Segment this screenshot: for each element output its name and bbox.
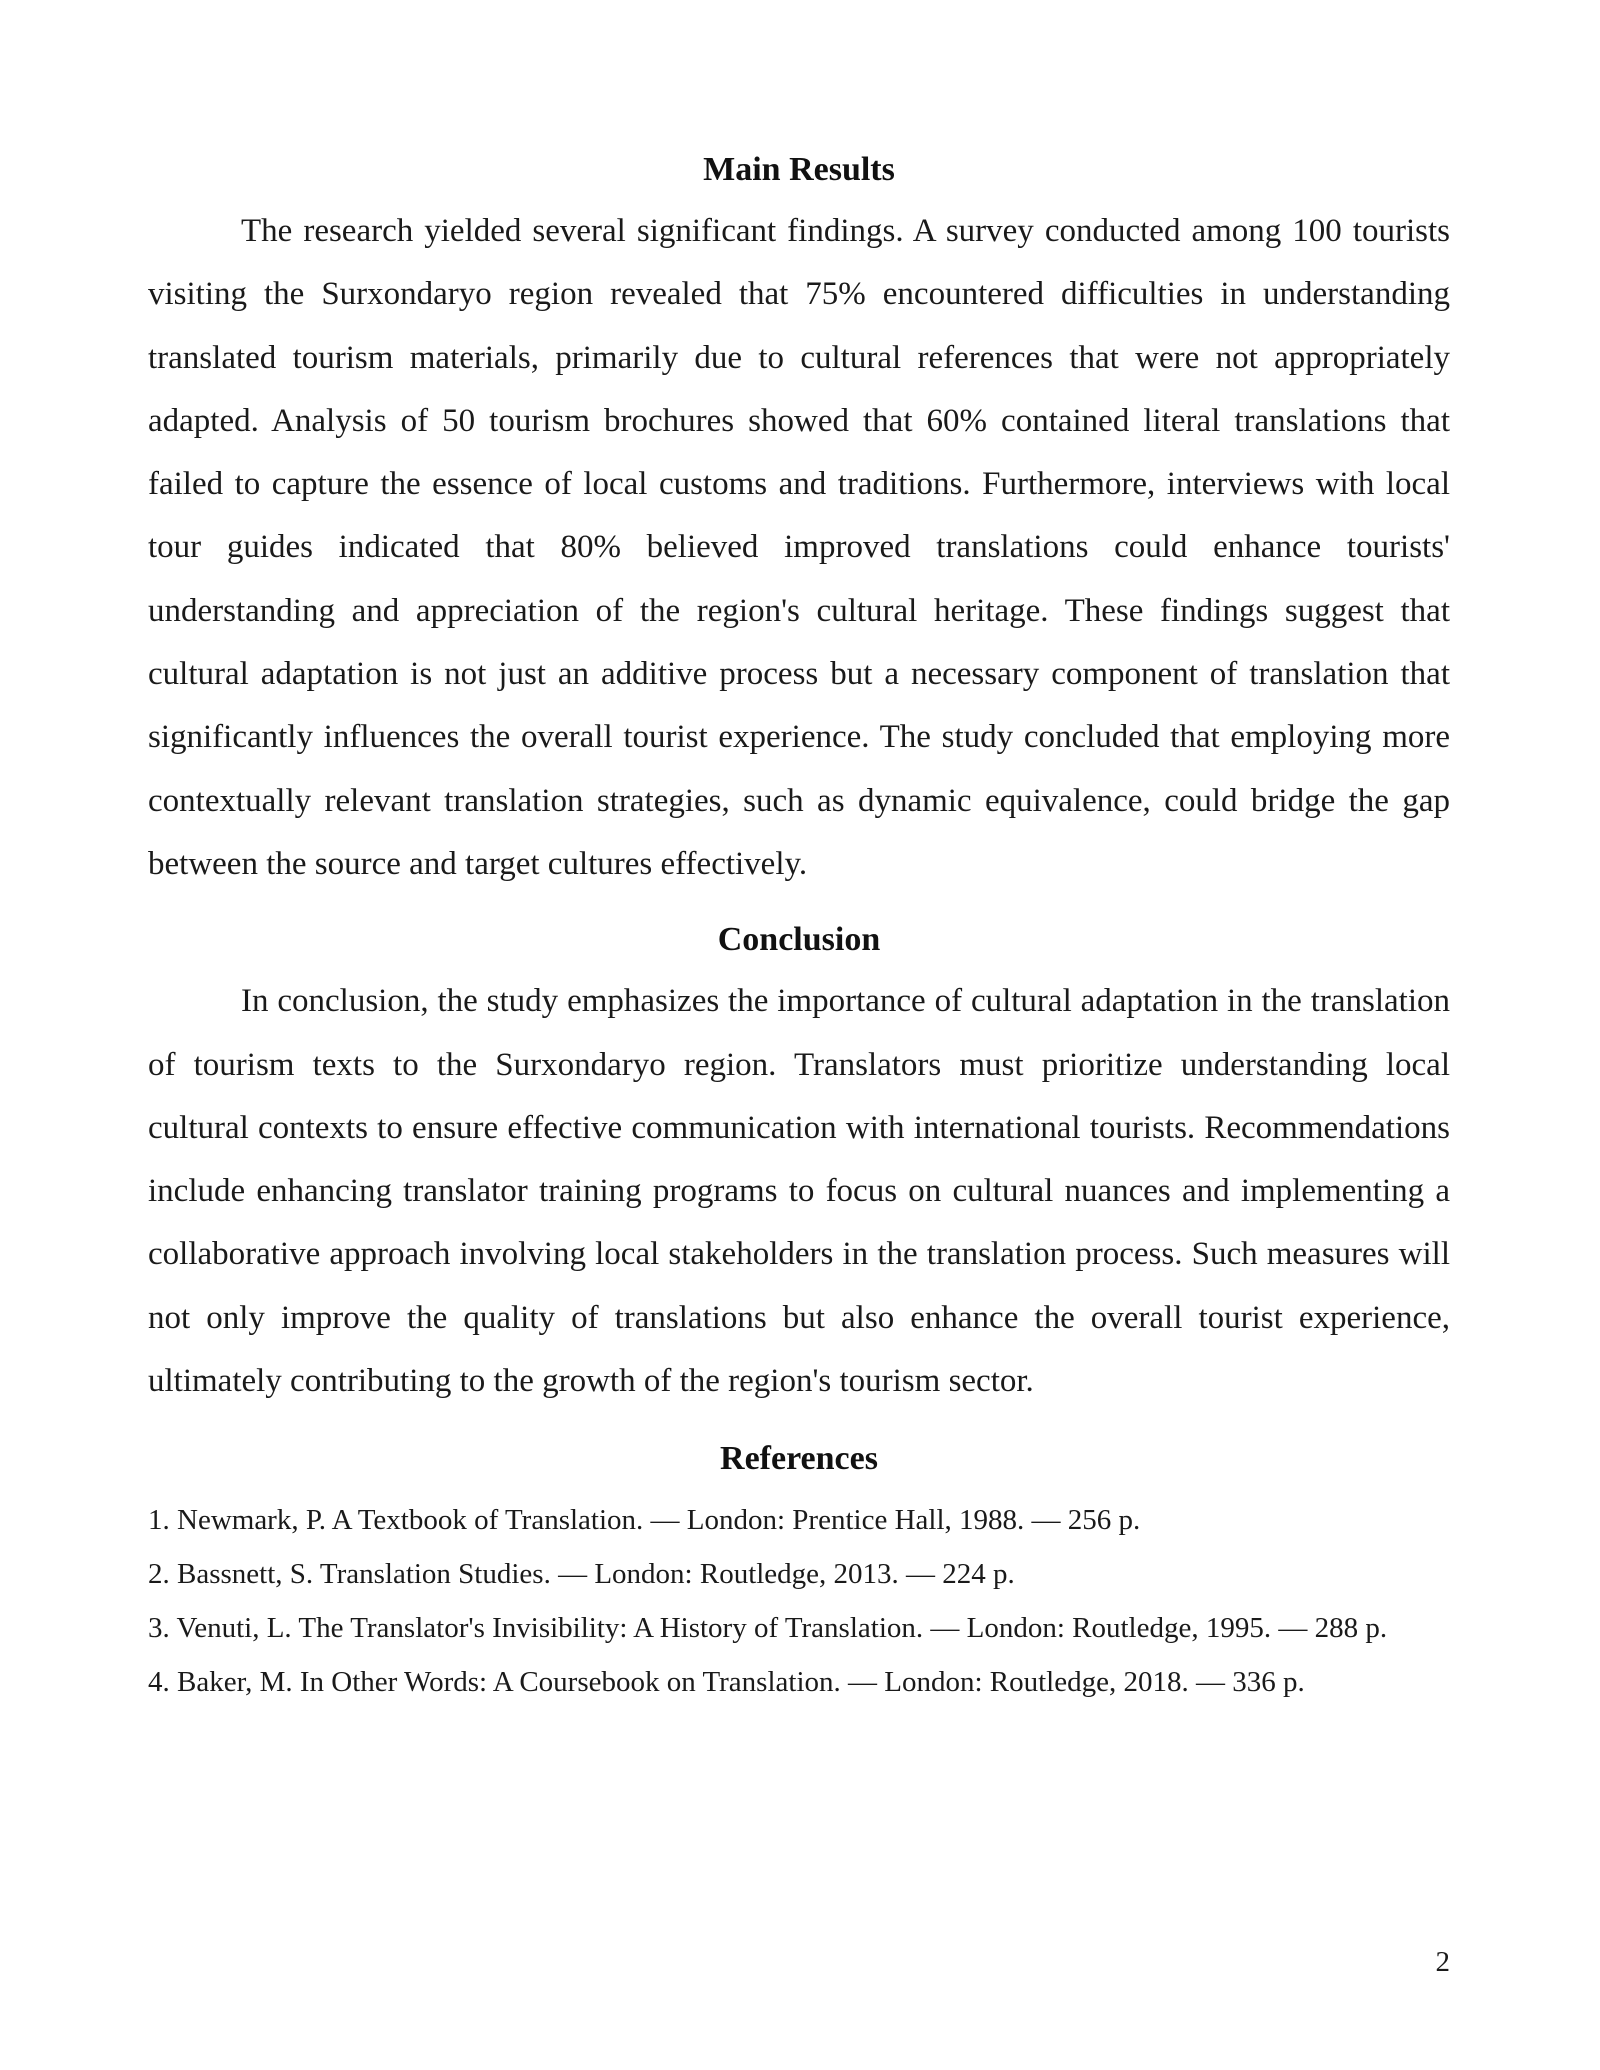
conclusion-section (148, 910, 1450, 1413)
reference-list (148, 1493, 1450, 1709)
reference-item: 3. Venuti, L. The Translator's Invisibility: A History of Translation. — London: Routledge, 1995. — 288 p. (148, 1612, 1388, 1645)
reference-item: 2. Bassnett, S. Translation Studies. — London: Routledge, 2013. — 224 p. (148, 1558, 1015, 1591)
section-heading-main-results: Main Results (703, 151, 895, 188)
reference-item: 1. Newmark, P. A Textbook of Translation. — London: Prentice Hall, 1988. — 256 p. (148, 1504, 1141, 1537)
references-section (148, 1429, 1450, 1709)
main-results-paragraph: The research yielded several significant findings. A survey conducted among 100 tourists visiting the Surxondaryo region revealed that 75% encountered difficulties in understanding translated tourism materials, primarily due to cultural references that were not appropriately adapted. Analysis of 50 tourism brochures showed that 60% contained literal translations that failed to capture the essence of local customs and traditions. Furthermore, interviews with local tour guides indicated that 80% believed improved translations could enhance tourists' understanding and appreciation of the region's cultural heritage. These findings suggest that cultural adaptation is not just an additive process but a necessary component of translation that significantly influences the overall tourist experience. The study concluded that employing more contextually relevant translation strategies, such as dynamic equivalence, could bridge the gap between the source and target cultures effectively. (148, 213, 1450, 882)
page-number: 2 (1435, 1946, 1450, 1978)
reference-item: 4. Baker, M. In Other Words: A Coursebook on Translation. — London: Routledge, 2018. — 336 p. (148, 1666, 1305, 1699)
conclusion-paragraph: In conclusion, the study emphasizes the importance of cultural adaptation in the translation of tourism texts to the Surxondaryo region. Translators must prioritize understanding local cultural contexts to ensure effective communication with international tourists. Recommendations include enhancing translator training programs to focus on cultural nuances and implementing a collaborative approach involving local stakeholders in the translation process. Such measures will not only improve the quality of translations but also enhance the overall tourist experience, ultimately contributing to the growth of the region's tourism sector. (148, 983, 1450, 1400)
document-page (148, 140, 1450, 1709)
main-results-section (148, 140, 1450, 896)
section-heading-conclusion: Conclusion (717, 921, 881, 959)
section-heading-references: References (720, 1440, 878, 1478)
